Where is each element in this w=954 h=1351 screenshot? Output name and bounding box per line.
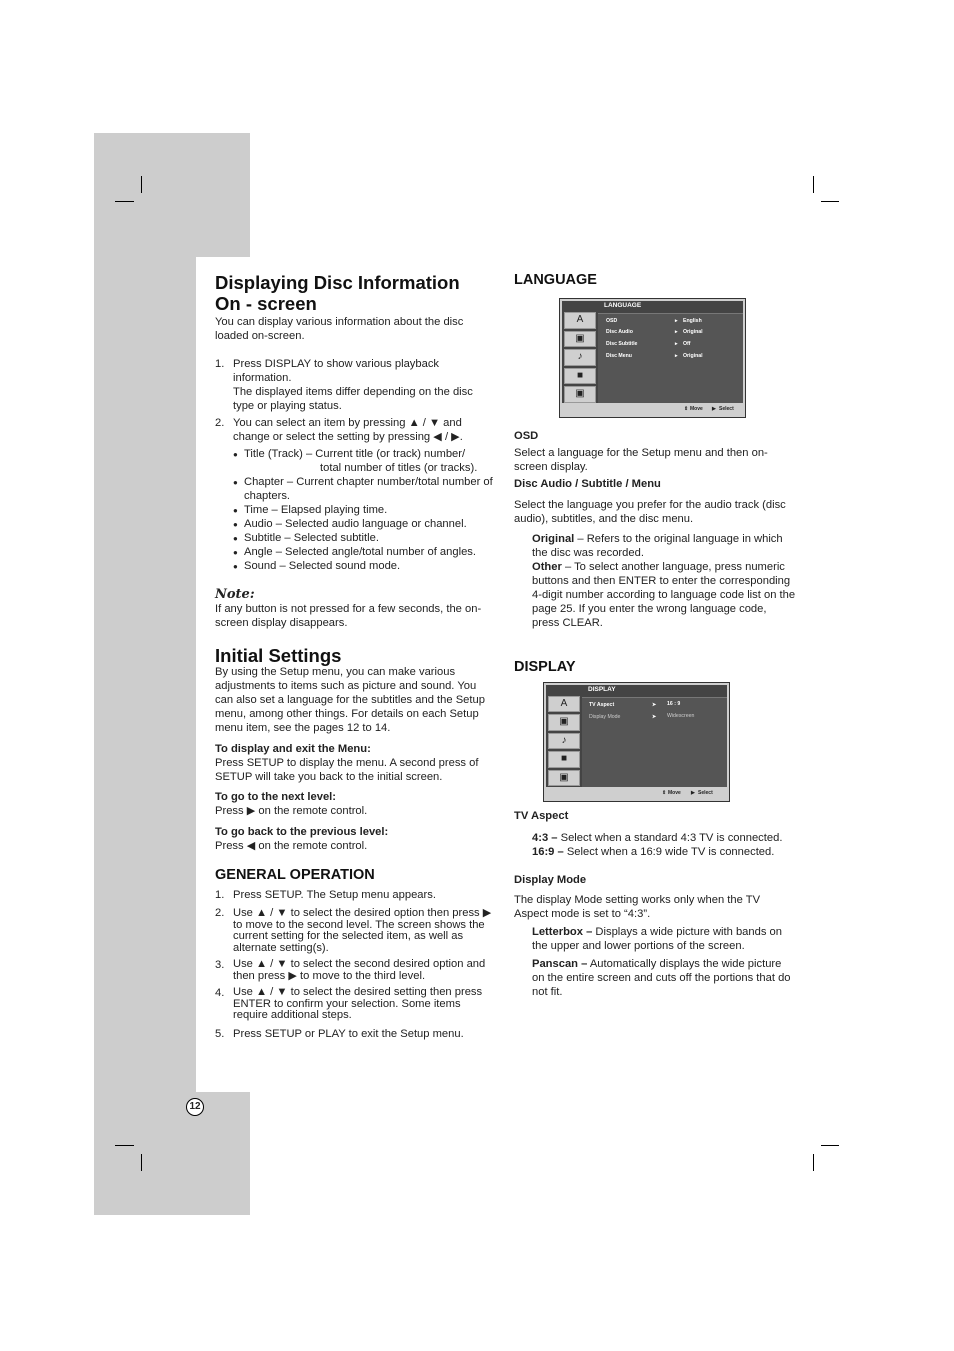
section-title-disc-info	[215, 272, 495, 314]
step-2	[215, 417, 495, 573]
crop-mark	[813, 1154, 814, 1171]
osd-row-value: Off	[683, 341, 691, 347]
move-hint: Move	[668, 789, 681, 796]
step-number: 4.	[215, 987, 225, 999]
step-1	[215, 358, 495, 414]
aspect-169-label: 16:9 –	[532, 845, 564, 858]
select-hint: Select	[698, 789, 713, 796]
letterbox-desc	[514, 926, 796, 954]
language-tab-icon: A	[564, 312, 596, 329]
bullet-item: ● Subtitle – Selected subtitle.	[233, 532, 495, 546]
chevron-right-icon: ▸	[675, 329, 678, 335]
osd-row-label: Display Mode	[589, 713, 621, 720]
osd-text: Select a language for the Setup menu and then on-screen display.	[514, 446, 768, 473]
crop-mark	[115, 1145, 134, 1146]
others-tab-icon: ▣	[548, 770, 580, 787]
osd-row-value: 16 : 9	[667, 700, 681, 707]
osd-menu-title: LANGUAGE	[604, 302, 642, 309]
letterbox-text: Displays a wide picture with bands on the upper and lower portions of the screen.	[532, 926, 782, 953]
general-step	[215, 1028, 495, 1042]
display-mode-text: The display Mode setting works only when the TV Aspect mode is set to “4:3”.	[514, 894, 761, 921]
step-subtext: The displayed items differ depending on the disc type or playing status.	[233, 385, 473, 412]
crop-mark	[821, 1145, 839, 1146]
bullet-text: total number of titles (or tracks).	[320, 462, 478, 475]
language-menu-screen	[560, 299, 745, 417]
step-text: You can select an item by pressing ▲ / ▼ and change or select the setting by pressing ◀ / ▶.	[233, 417, 463, 444]
next-level-text: Press ▶ on the remote control.	[215, 805, 368, 818]
up-down-icon: ⇕	[662, 789, 667, 796]
step-text: Use ▲ / ▼ to select the desired setting then press ENTER to confirm your selection. Some items require additional steps.	[233, 986, 483, 1021]
left-column	[215, 272, 495, 1041]
general-step	[215, 987, 495, 1022]
step-number: 3.	[215, 959, 225, 971]
general-operation-heading: GENERAL OPERATION	[215, 867, 375, 884]
aspect-169-desc	[514, 846, 796, 860]
original-desc	[514, 533, 796, 561]
step-text: Use ▲ / ▼ to select the second desired option and then press ▶ to move to the third level.	[233, 958, 486, 982]
osd-row-label: Disc Subtitle	[606, 341, 638, 347]
osd-menu-title: DISPLAY	[588, 685, 616, 693]
chevron-right-icon: ▸	[675, 341, 678, 347]
disc-audio-text: Select the language you prefer for the audio track (disc audio), subtitles, and the disc menu.	[514, 498, 786, 525]
osd-footer	[562, 403, 743, 415]
display-mode-heading: Display Mode	[514, 873, 587, 886]
audio-tab-icon: ♪	[564, 349, 596, 366]
aspect-43-text: Select when a standard 4:3 TV is connected.	[557, 831, 783, 844]
bullet-text: Title (Track) – Current title (or track) number/	[244, 448, 466, 461]
osd-row-label: TV Aspect	[589, 701, 615, 708]
osd-tab-column	[562, 310, 598, 403]
up-down-icon: ⇕	[684, 406, 689, 412]
original-text: – Refers to the original language in which the disc was recorded.	[532, 533, 783, 560]
panscan-desc	[514, 958, 796, 1000]
chevron-right-icon: ▸	[675, 318, 678, 324]
crop-mark	[821, 201, 839, 202]
audio-tab-icon: ♪	[548, 733, 580, 750]
panscan-label: Panscan –	[532, 958, 588, 971]
language-heading: LANGUAGE	[514, 272, 597, 288]
aspect-43-label: 4:3 –	[532, 831, 558, 844]
display-tab-icon: ▣	[548, 714, 580, 731]
bullet-item	[233, 448, 495, 476]
lock-tab-icon: ■	[564, 368, 596, 385]
step-number: 2.	[215, 417, 225, 430]
margin-band-bottom	[94, 1092, 250, 1215]
osd-row-value: Original	[683, 329, 703, 335]
note-text: If any button is not pressed for a few seconds, the on-screen display disappears.	[215, 603, 482, 630]
chevron-right-icon: ➤	[652, 713, 657, 720]
osd-tab-column	[546, 694, 582, 787]
general-step	[215, 959, 495, 982]
crop-mark	[115, 201, 134, 202]
osd-row-label: Disc Menu	[606, 353, 632, 359]
crop-mark	[141, 176, 142, 193]
original-label: Original	[532, 533, 575, 546]
page-number: 12	[186, 1098, 204, 1116]
osd-row-value: Widescreen	[667, 712, 695, 719]
select-hint: Select	[719, 406, 734, 412]
panscan-text: Automatically displays the wide picture on the entire screen and cuts off the portions that do not fit.	[532, 958, 791, 998]
chevron-right-icon: ▸	[675, 353, 678, 359]
intro-text: You can display various information about the disc loaded on-screen.	[215, 316, 464, 342]
step-text: Use ▲ / ▼ to select the desired option then press ▶ to move to the second level. The screen shows the current setting for the selected item, as well as alternate setting(s).	[233, 907, 492, 954]
margin-band-side	[94, 133, 196, 1215]
note-heading: Note:	[215, 587, 255, 603]
display-exit-text: Press SETUP to display the menu. A second press of SETUP will take you back to the initial screen.	[215, 756, 479, 783]
other-label: Other	[532, 561, 562, 574]
bullet-item: ● Chapter – Current chapter number/total number of chapters.	[233, 476, 495, 504]
aspect-169-text: Select when a 16:9 wide TV is connected.	[563, 845, 775, 858]
bullet-item: ● Time – Elapsed playing time.	[233, 504, 495, 518]
prev-level-text: Press ◀ on the remote control.	[215, 840, 368, 853]
osd-panel	[582, 697, 727, 787]
display-heading: DISPLAY	[514, 658, 576, 675]
init-intro: By using the Setup menu, you can make various adjustments to items such as picture and sound. You can also set a language for the subtitles and the Setup menu, among other things. For details on each Setup menu item, see the pages 12 to 14.	[215, 666, 485, 734]
right-column	[514, 272, 796, 1000]
section-title-initial-settings: Initial Settings	[215, 645, 342, 667]
info-bullets	[233, 448, 495, 573]
step-text: Press DISPLAY to show various playback information.	[233, 357, 440, 384]
language-tab-icon: A	[548, 696, 580, 713]
chevron-right-icon: ➤	[652, 701, 657, 708]
general-step	[215, 908, 495, 954]
bullet-item: ● Angle – Selected angle/total number of angles.	[233, 546, 495, 560]
move-hint: Move	[690, 406, 703, 412]
tv-aspect-heading: TV Aspect	[514, 809, 569, 822]
bullet-item: ● Sound – Selected sound mode.	[233, 560, 495, 574]
display-menu-screen	[544, 683, 729, 801]
crop-mark	[141, 1154, 142, 1171]
lock-tab-icon: ■	[548, 751, 580, 768]
disc-audio-heading: Disc Audio / Subtitle / Menu	[514, 477, 661, 490]
step-number: 1.	[215, 357, 225, 370]
osd-row-value: Original	[683, 353, 703, 359]
letterbox-label: Letterbox –	[532, 926, 593, 939]
play-icon: ▶	[691, 789, 695, 796]
display-exit-heading: To display and exit the Menu:	[215, 742, 371, 755]
osd-row-label: Disc Audio	[606, 329, 633, 335]
title-line: On - screen	[215, 293, 317, 314]
step-text: Press SETUP. The Setup menu appears.	[233, 889, 436, 902]
osd-row-value: English	[683, 318, 702, 324]
osd-footer	[546, 787, 727, 799]
display-steps	[215, 358, 495, 574]
osd-heading: OSD	[514, 430, 539, 442]
general-steps	[215, 889, 495, 1041]
step-number: 5.	[215, 1027, 225, 1040]
crop-mark	[813, 176, 814, 193]
step-text: Press SETUP or PLAY to exit the Setup menu.	[233, 1027, 464, 1040]
other-text: – To select another language, press numeric buttons and then ENTER to enter the corresponding 4-digit number according to language code list on the page 25. If you enter the wrong language code, press CLEAR.	[532, 561, 796, 629]
step-number: 2.	[215, 907, 225, 919]
bullet-item: ● Audio – Selected audio language or channel.	[233, 518, 495, 532]
osd-row-label: OSD	[606, 318, 618, 324]
play-icon: ▶	[712, 406, 716, 412]
general-step	[215, 889, 495, 903]
others-tab-icon: ▣	[564, 386, 596, 403]
step-number: 1.	[215, 889, 225, 902]
aspect-43-desc	[514, 832, 796, 846]
prev-level-heading: To go back to the previous level:	[215, 826, 389, 839]
display-tab-icon: ▣	[564, 331, 596, 348]
next-level-heading: To go to the next level:	[215, 791, 336, 804]
other-desc	[514, 561, 796, 631]
title-line: Displaying Disc Information	[215, 272, 460, 293]
